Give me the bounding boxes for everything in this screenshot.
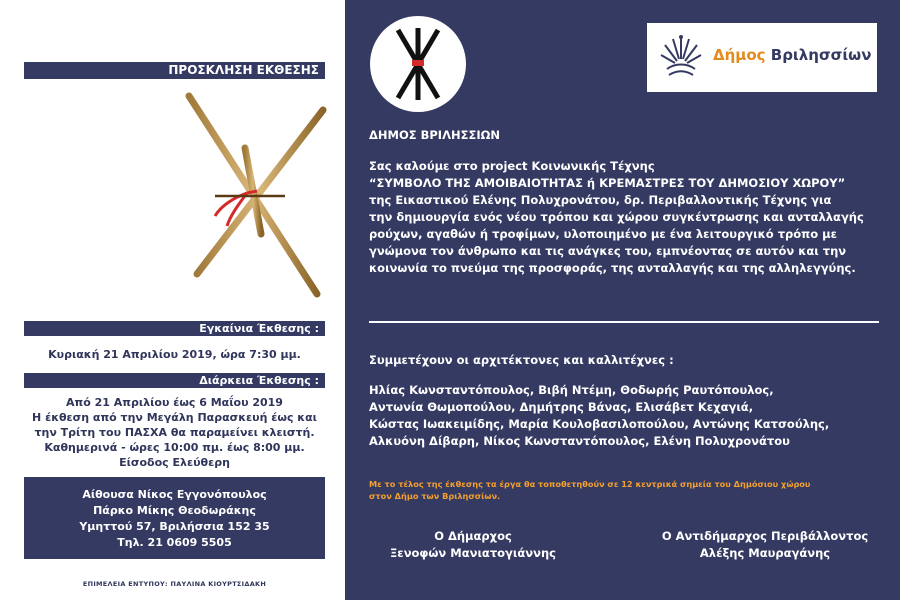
mayor-signature xyxy=(378,528,568,562)
left-panel xyxy=(0,0,345,600)
municipality-emblem-icon xyxy=(653,29,709,85)
participants-header: Συμμετέχουν οι αρχιτέκτονες και καλλιτέχνες : xyxy=(369,353,674,367)
note-line-1: Με το τέλος της έκθεσης τα έργα θα τοποθετηθούν σε 12 κεντρικά σημεία του Δημόσιου χώρου xyxy=(369,479,811,489)
duration-header: Διάρκεια Έκθεσης : xyxy=(24,373,325,388)
deputy-mayor-title: Ο Αντιδήμαρχος Περιβάλλοντος xyxy=(661,529,869,543)
duration-line-2: Η έκθεση από την Μεγάλη Παρασκευή έως και xyxy=(32,411,317,424)
participants-line-4: Αλκυόνη Δίβαρη, Νίκος Κωνσταντόπουλος, Ελένη Πολυχρονάτου xyxy=(369,434,790,448)
venue-line-2: Πάρκο Μίκης Θεοδωράκης xyxy=(93,504,256,517)
municipality-heading: ΔΗΜΟΣ ΒΡΙΛΗΣΣΙΩΝ xyxy=(369,128,500,142)
venue-box xyxy=(24,477,325,559)
intro-line-3: της Εικαστικού Ελένης Πολυχρονάτου, δρ. Περιβαλλοντικής Τέχνης για xyxy=(369,193,832,207)
invitation-header: ΠΡΟΣΚΛΗΣΗ ΕΚΘΕΣΗΣ xyxy=(24,62,325,79)
closing-note xyxy=(369,478,889,502)
mayor-name: Ξενοφών Μανιατογιάννης xyxy=(390,546,556,560)
hanger-sculpture-image xyxy=(175,88,335,303)
participants-line-1: Ηλίας Κωνσταντόπουλος, Βιβή Ντέμη, Θοδωρής Ραυτόπουλος, xyxy=(369,383,774,397)
municipality-logo xyxy=(647,23,877,92)
reciprocity-symbol-icon xyxy=(370,16,466,112)
mayor-title: Ο Δήμαρχος xyxy=(434,529,512,543)
duration-line-5: Είσοδος Ελεύθερη xyxy=(119,456,230,469)
venue-line-1: Αίθουσα Νίκος Εγγονόπουλος xyxy=(82,488,267,501)
section-divider xyxy=(369,321,879,323)
intro-line-5: ρούχων, αγαθών ή τροφίμων, υλοποιημένο με ένα λειτουργικό τρόπο με xyxy=(369,227,838,241)
venue-line-4: Τηλ. 21 0609 5505 xyxy=(117,536,232,549)
deputy-mayor-signature xyxy=(640,528,890,562)
participants-line-3: Κώστας Ιωακειμίδης, Μαρία Κουλοβασιλοπούλου, Αντώνης Κατσούλης, xyxy=(369,417,830,431)
logo-word-2: Βριλησσίων xyxy=(770,46,872,64)
duration-line-1: Από 21 Απριλίου έως 6 Μαΐου 2019 xyxy=(66,396,283,409)
venue-line-3: Υμηττού 57, Βριλήσσια 152 35 xyxy=(79,520,270,533)
intro-line-7: κοινωνία το πνεύμα της προσφοράς, της ανταλλαγής και της αλληλεγγύης. xyxy=(369,261,856,275)
intro-line-2: “ΣΥΜΒΟΛΟ ΤΗΣ ΑΜΟΙΒΑΙΟΤΗΤΑΣ ή ΚΡΕΜΑΣΤΡΕΣ ΤΟΥ ΔΗΜΟΣΙΟΥ ΧΩΡΟΥ” xyxy=(369,176,846,190)
participants-list xyxy=(369,382,889,450)
opening-date: Κυριακή 21 Απριλίου 2019, ώρα 7:30 μμ. xyxy=(48,348,301,361)
participants-line-2: Αντωνία Θωμοπούλου, Δημήτρης Βάνας, Ελισάβετ Κεχαγιά, xyxy=(369,400,754,414)
intro-line-1: Σας καλούμε στο project Κοινωνικής Τέχνης xyxy=(369,159,655,173)
logo-word-1: Δήμος xyxy=(713,46,766,64)
note-line-2: στον Δήμο των Βριλησσίων. xyxy=(369,491,501,501)
deputy-mayor-name: Αλέξης Μαυραγάνης xyxy=(699,546,831,560)
duration-line-3: την Τρίτη του ΠΑΣΧΑ θα παραμείνει κλειστή. xyxy=(34,426,315,439)
intro-line-6: γνώμονα τον άνθρωπο και τις ανάγκες του, εμπνέοντας σε αυτόν και την xyxy=(369,244,847,258)
symbol-logo xyxy=(370,16,466,112)
intro-text xyxy=(369,158,889,277)
duration-line-4: Καθημερινά - ώρες 10:00 πμ. έως 8:00 μμ. xyxy=(44,441,305,454)
design-credit: ΕΠΙΜΕΛΕΙΑ ΕΝΤΥΠΟΥ: ΠΑΥΛΙΝΑ ΚΙΟΥΡΤΣΙΔΑΚΗ xyxy=(82,580,267,588)
opening-header: Εγκαίνια Έκθεσης : xyxy=(24,321,325,336)
intro-line-4: την δημιουργία ενός νέου τρόπου και χώρου συγκέντρωσης και ανταλλαγής xyxy=(369,210,864,224)
